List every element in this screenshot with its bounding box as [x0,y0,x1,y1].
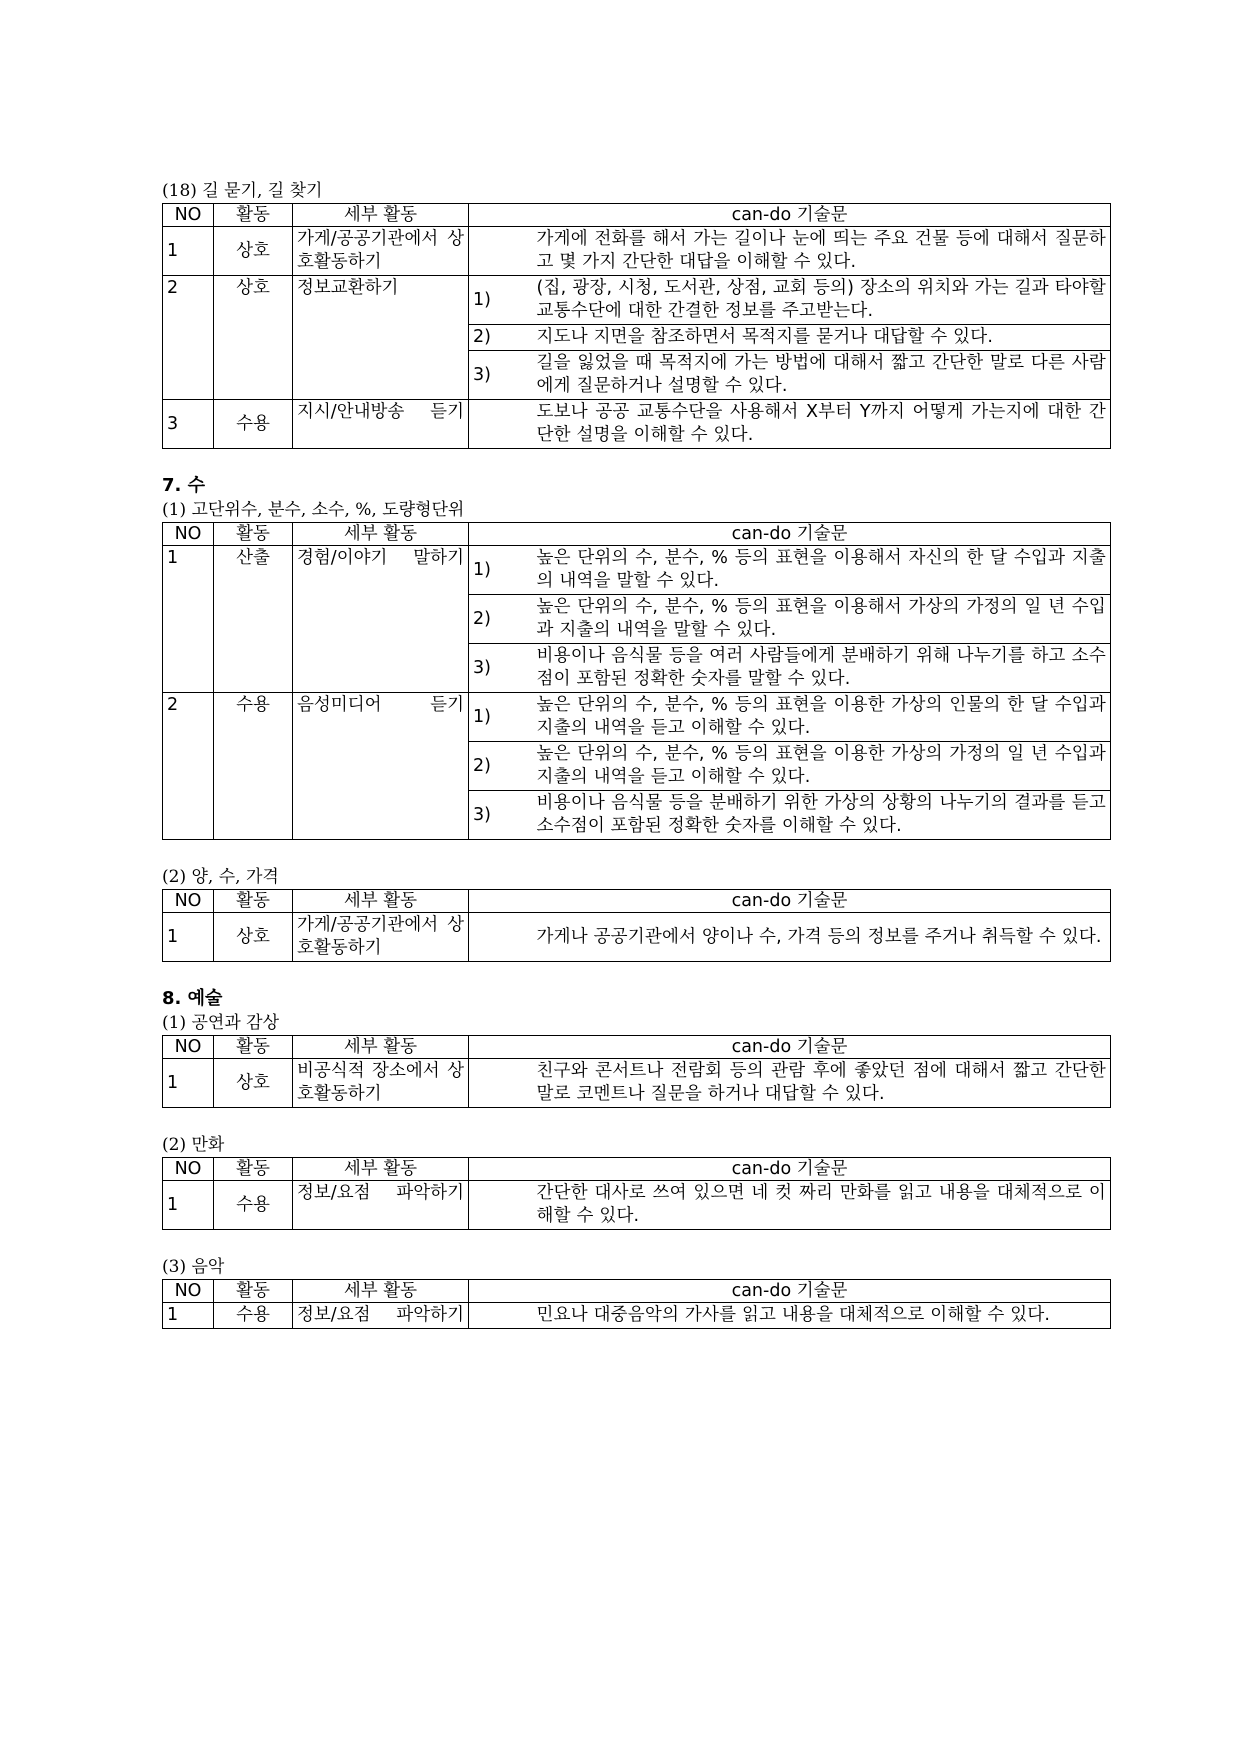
header-no: NO [163,890,214,913]
section-subtitle: (1) 공연과 감상 [162,1013,279,1033]
item-number: 3) [469,791,533,840]
header-cando: can-do 기술문 [469,1158,1111,1181]
can-do-statement: 지도나 지면을 참조하면서 목적지를 묻거나 대답할 수 있다. [533,325,1111,351]
item-number [469,913,533,962]
item-number: 1) [469,693,533,742]
header-no: NO [163,204,214,227]
row-detail-activity: 정보/요점 파악하기 [293,1303,469,1329]
row-detail-activity: 경험/이야기 말하기 [293,546,469,693]
table-row [163,1059,1111,1108]
can-do-table [162,1035,1111,1108]
document-page [162,178,1110,1329]
row-number: 1 [163,1181,214,1230]
row-activity: 상호 [214,1059,293,1108]
table-header-row [163,1158,1111,1181]
row-detail-activity: 비공식적 장소에서 상호활동하기 [293,1059,469,1108]
can-do-statement: 가게나 공공기관에서 양이나 수, 가격 등의 정보를 주거나 취득할 수 있다. [533,913,1111,962]
row-detail-activity: 지시/안내방송 듣기 [293,400,469,449]
chapter-heading: 7. 수 [162,475,206,496]
row-detail-activity: 정보/요점 파악하기 [293,1181,469,1230]
item-number: 2) [469,325,533,351]
can-do-table [162,889,1111,962]
item-number: 3) [469,644,533,693]
header-cando: can-do 기술문 [469,1036,1111,1059]
can-do-statement: 친구와 콘서트나 전람회 등의 관람 후에 좋았던 점에 대해서 짧고 간단한 말로 코멘트나 질문을 하거나 대답할 수 있다. [533,1059,1111,1108]
header-activity: 활동 [214,204,293,227]
item-number: 1) [469,276,533,325]
section-subtitle: (2) 양, 수, 가격 [162,867,279,887]
row-activity: 수용 [214,693,293,840]
row-detail-activity: 정보교환하기 [293,276,469,400]
chapter-heading: 8. 예술 [162,988,223,1009]
row-number: 1 [163,913,214,962]
section-subtitle: (18) 길 묻기, 길 찾기 [162,181,323,201]
row-activity: 상호 [214,913,293,962]
row-number: 2 [163,693,214,840]
can-do-statement: 높은 단위의 수, 분수, % 등의 표현을 이용한 가상의 가정의 일 년 수입과 지출의 내역을 듣고 이해할 수 있다. [533,742,1111,791]
row-number: 1 [163,1059,214,1108]
header-activity: 활동 [214,1158,293,1181]
row-number: 1 [163,546,214,693]
header-detail: 세부 활동 [293,1036,469,1059]
item-number: 2) [469,595,533,644]
table-row [163,227,1111,276]
can-do-statement: 높은 단위의 수, 분수, % 등의 표현을 이용해서 가상의 가정의 일 년 수입과 지출의 내역을 말할 수 있다. [533,595,1111,644]
table-row [163,1303,1111,1329]
section-subtitle: (3) 음악 [162,1257,225,1277]
item-number [469,400,533,449]
table-row [163,693,1111,742]
section-subtitle: (1) 고단위수, 분수, 소수, %, 도량형단위 [162,500,465,520]
header-activity: 활동 [214,890,293,913]
can-do-statement: 높은 단위의 수, 분수, % 등의 표현을 이용해서 자신의 한 달 수입과 지출의 내역을 말할 수 있다. [533,546,1111,595]
header-activity: 활동 [214,1280,293,1303]
can-do-statement: 민요나 대중음악의 가사를 읽고 내용을 대체적으로 이해할 수 있다. [533,1303,1111,1329]
row-activity: 상호 [214,276,293,400]
header-cando: can-do 기술문 [469,204,1111,227]
header-activity: 활동 [214,1036,293,1059]
item-number [469,1181,533,1230]
table-row [163,400,1111,449]
row-number: 2 [163,276,214,400]
row-number: 3 [163,400,214,449]
row-activity: 수용 [214,1303,293,1329]
header-no: NO [163,1158,214,1181]
header-no: NO [163,523,214,546]
table-row [163,1181,1111,1230]
header-cando: can-do 기술문 [469,890,1111,913]
header-activity: 활동 [214,523,293,546]
section-subtitle: (2) 만화 [162,1135,225,1155]
header-detail: 세부 활동 [293,204,469,227]
can-do-table [162,1157,1111,1230]
item-number [469,227,533,276]
row-number: 1 [163,227,214,276]
table-header-row [163,1036,1111,1059]
can-do-statement: 높은 단위의 수, 분수, % 등의 표현을 이용한 가상의 인물의 한 달 수입과 지출의 내역을 듣고 이해할 수 있다. [533,693,1111,742]
row-activity: 산출 [214,546,293,693]
table-row [163,546,1111,595]
can-do-statement: 간단한 대사로 쓰여 있으면 네 컷 짜리 만화를 읽고 내용을 대체적으로 이해할 수 있다. [533,1181,1111,1230]
row-detail-activity: 음성미디어 듣기 [293,693,469,840]
row-detail-activity: 가게/공공기관에서 상호활동하기 [293,227,469,276]
header-no: NO [163,1036,214,1059]
table-header-row [163,523,1111,546]
header-detail: 세부 활동 [293,523,469,546]
table-header-row [163,204,1111,227]
item-number: 3) [469,351,533,400]
can-do-table [162,1279,1111,1329]
table-header-row [163,1280,1111,1303]
header-no: NO [163,1280,214,1303]
can-do-statement: 길을 잃었을 때 목적지에 가는 방법에 대해서 짧고 간단한 말로 다른 사람에게 질문하거나 설명할 수 있다. [533,351,1111,400]
row-activity: 수용 [214,1181,293,1230]
table-row [163,276,1111,325]
header-cando: can-do 기술문 [469,523,1111,546]
can-do-statement: 비용이나 음식물 등을 분배하기 위한 가상의 상황의 나누기의 결과를 듣고 소수점이 포함된 정확한 숫자를 이해할 수 있다. [533,791,1111,840]
item-number [469,1059,533,1108]
row-activity: 상호 [214,227,293,276]
can-do-statement: (집, 광장, 시청, 도서관, 상점, 교회 등의) 장소의 위치와 가는 길과 타야할 교통수단에 대한 간결한 정보를 주고받는다. [533,276,1111,325]
header-detail: 세부 활동 [293,1280,469,1303]
can-do-statement: 비용이나 음식물 등을 여러 사람들에게 분배하기 위해 나누기를 하고 소수점이 포함된 정확한 숫자를 말할 수 있다. [533,644,1111,693]
can-do-table [162,203,1111,449]
table-row [163,913,1111,962]
can-do-statement: 가게에 전화를 해서 가는 길이나 눈에 띄는 주요 건물 등에 대해서 질문하고 몇 가지 간단한 대답을 이해할 수 있다. [533,227,1111,276]
can-do-statement: 도보나 공공 교통수단을 사용해서 X부터 Y까지 어떻게 가는지에 대한 간단한 설명을 이해할 수 있다. [533,400,1111,449]
item-number: 2) [469,742,533,791]
header-cando: can-do 기술문 [469,1280,1111,1303]
header-detail: 세부 활동 [293,890,469,913]
row-activity: 수용 [214,400,293,449]
item-number: 1) [469,546,533,595]
can-do-table [162,522,1111,840]
row-detail-activity: 가게/공공기관에서 상호활동하기 [293,913,469,962]
table-header-row [163,890,1111,913]
header-detail: 세부 활동 [293,1158,469,1181]
row-number: 1 [163,1303,214,1329]
item-number [469,1303,533,1329]
